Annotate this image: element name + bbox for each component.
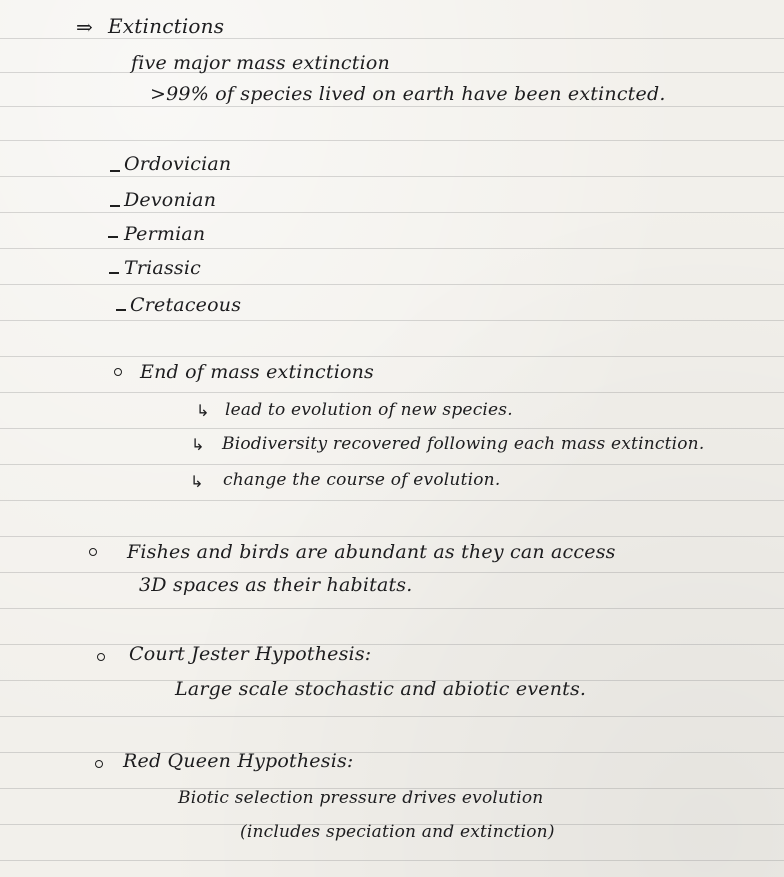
dash-icon <box>109 272 119 274</box>
title-prefix: ⇒ <box>76 15 93 39</box>
bullet-point: lead to evolution of new species. <box>225 400 513 420</box>
ruled-line <box>0 500 784 501</box>
ruled-line <box>0 248 784 249</box>
bullet-icon <box>95 760 103 768</box>
dash-icon <box>108 236 118 238</box>
ruled-line <box>0 860 784 861</box>
ruled-line <box>0 644 784 645</box>
bullet-icon <box>114 368 122 376</box>
arrow-icon: ↳ <box>190 472 204 491</box>
bullet-icon <box>89 548 97 556</box>
ruled-line <box>0 176 784 177</box>
ruled-line <box>0 212 784 213</box>
arrow-icon: ↳ <box>196 401 210 420</box>
ruled-line <box>0 752 784 753</box>
bullet-point: change the course of evolution. <box>223 470 501 490</box>
ruled-line <box>0 320 784 321</box>
extinction-item: Triassic <box>124 257 201 279</box>
ruled-line <box>0 428 784 429</box>
ruled-line <box>0 608 784 609</box>
ruled-line <box>0 140 784 141</box>
ruled-line <box>0 716 784 717</box>
ruled-line <box>0 392 784 393</box>
dash-icon <box>110 170 120 172</box>
text-line: (includes speciation and extinction) <box>240 822 555 842</box>
page-title: Extinctions <box>108 14 225 38</box>
dash-icon <box>110 205 120 207</box>
ruled-line <box>0 464 784 465</box>
ruled-line <box>0 106 784 107</box>
extinction-item: Permian <box>124 223 206 245</box>
section-title: Court Jester Hypothesis: <box>129 643 372 665</box>
summary-line-2: >99% of species lived on earth have been extincted. <box>150 83 666 105</box>
ruled-line <box>0 72 784 73</box>
text-line: Large scale stochastic and abiotic events. <box>175 678 587 700</box>
extinction-item: Devonian <box>124 189 217 211</box>
ruled-line <box>0 284 784 285</box>
extinction-item: Cretaceous <box>130 294 242 316</box>
bullet-point: Biodiversity recovered following each mass extinction. <box>222 434 705 454</box>
extinction-item: Ordovician <box>124 153 232 175</box>
text-line: Biotic selection pressure drives evolution <box>178 788 544 808</box>
text-line: Fishes and birds are abundant as they can access <box>127 541 616 563</box>
bullet-icon <box>97 653 105 661</box>
dash-icon <box>116 309 126 311</box>
ruled-line <box>0 536 784 537</box>
section-title: End of mass extinctions <box>140 361 374 383</box>
summary-line-1: five major mass extinction <box>131 52 390 74</box>
arrow-icon: ↳ <box>191 435 205 454</box>
ruled-line <box>0 38 784 39</box>
section-title: Red Queen Hypothesis: <box>123 750 354 772</box>
text-line: 3D spaces as their habitats. <box>139 574 413 596</box>
ruled-line <box>0 572 784 573</box>
ruled-line <box>0 356 784 357</box>
